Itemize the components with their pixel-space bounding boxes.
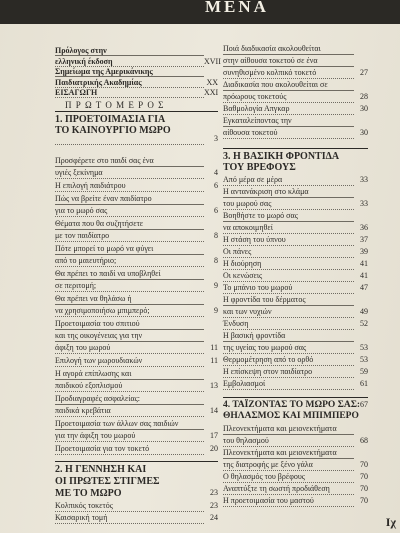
toc-entry-text: να χρησιμοποιήσω μπιμπερό; <box>55 306 150 315</box>
toc-entry-text: παιδικά κρεβάτια <box>55 406 111 415</box>
toc-page-number: 67 <box>360 400 368 409</box>
toc-entry-text: Θέματα που θα συζητήσετε <box>55 219 144 228</box>
entry-underline <box>55 329 204 330</box>
toc-page-number: 6 <box>214 181 218 190</box>
toc-page-number: 47 <box>360 283 368 292</box>
chapter-title: 1. ΠΡΟΕΤΟΙΜΑΣΙΑ ΓΙΑ <box>55 114 166 125</box>
toc-page-number: 39 <box>360 247 368 256</box>
dot-leader <box>55 511 204 512</box>
dot-leader <box>223 389 354 390</box>
toc-page-number: 9 <box>214 281 218 290</box>
dot-leader <box>55 391 204 392</box>
entry-underline <box>55 254 204 255</box>
toc-entry-text: της διατροφής με ξένο γάλα <box>223 460 313 469</box>
dot-leader <box>55 97 204 98</box>
toc-page-number: 9 <box>214 306 218 315</box>
entry-underline <box>55 429 204 430</box>
entry-underline <box>223 341 354 342</box>
dot-leader <box>223 257 354 258</box>
toc-entry-text: Βοηθήστε το μωρό σας <box>223 211 298 220</box>
toc-page-number: 24 <box>210 513 218 522</box>
entry-underline <box>55 55 204 56</box>
toc-entry-text: Η φροντίδα του δέρματος <box>223 295 306 304</box>
entry-underline <box>223 305 354 306</box>
dot-leader <box>223 377 354 378</box>
toc-page-number: 70 <box>360 460 368 469</box>
toc-entry-text: Παιδιατρικής Ακαδημίας <box>55 78 142 87</box>
toc-page-number: 14 <box>210 406 218 415</box>
dot-leader <box>55 241 204 242</box>
toc-page-number: 28 <box>360 92 368 101</box>
dot-leader <box>223 293 354 294</box>
toc-entry-text: Πλεονεκτήματα και μειονεκτήματα <box>223 424 337 433</box>
toc-page-number: XXI <box>204 88 219 97</box>
toc-page-number: 33 <box>360 199 368 208</box>
toc-entry-text: του θηλασμού <box>223 436 269 445</box>
dot-leader <box>223 185 354 186</box>
toc-entry-text: υγιές ξεκίνημα <box>55 168 103 177</box>
toc-page-number: 41 <box>360 259 368 268</box>
toc-page-number: 70 <box>360 472 368 481</box>
entry-underline <box>223 221 354 222</box>
toc-page-number: 53 <box>360 343 368 352</box>
chapter-rule <box>223 397 368 398</box>
dot-leader <box>223 138 354 139</box>
toc-page-number: 27 <box>360 68 368 77</box>
toc-entry-text: Κολπικός τοκετός <box>55 501 113 510</box>
toc-page-number: 70 <box>360 496 368 505</box>
dot-leader <box>223 233 354 234</box>
chapter-rule <box>223 148 368 149</box>
toc-entry-text: Πότε μπορεί το μωρό να φύγει <box>55 244 154 253</box>
toc-page-number: 13 <box>210 381 218 390</box>
toc-entry-text: Βαθμολογία Απγκαρ <box>223 104 290 113</box>
entry-underline <box>55 279 204 280</box>
entry-underline <box>223 66 354 67</box>
toc-entry-text: Θα πρέπει να θηλάσω ή <box>55 294 132 303</box>
toc-page-number: 17 <box>210 431 218 440</box>
entry-underline <box>55 304 204 305</box>
toc-entry-text: συνηθισμένο κολπικό τοκετό <box>223 68 317 77</box>
dot-leader <box>55 178 204 179</box>
toc-page-number: XX <box>206 78 218 87</box>
dot-leader <box>55 266 204 267</box>
toc-entry-text: Διαδικασία που ακολουθείται σε <box>223 80 328 89</box>
toc-entry-text: Προσφέρετε στο παιδί σας ένα <box>55 156 154 165</box>
dot-leader <box>55 291 204 292</box>
toc-page-number: XVII <box>204 57 221 66</box>
dot-leader <box>55 144 204 145</box>
header-band <box>0 0 400 24</box>
dot-leader <box>223 482 354 483</box>
toc-entry-text: Επιλογή των μωρουδιακών <box>55 356 143 365</box>
dot-leader <box>223 353 354 354</box>
toc-entry-text: Η στάση του ύπνου <box>223 235 286 244</box>
toc-entry-text: Η βασική φροντίδα <box>223 331 286 340</box>
toc-entry-text: Καισαρική τομή <box>55 513 108 522</box>
toc-page-number: 53 <box>360 355 368 364</box>
dot-leader <box>223 269 354 270</box>
entry-underline <box>223 54 354 55</box>
toc-entry-text: του μωρού σας <box>223 199 272 208</box>
entry-underline <box>55 229 204 230</box>
toc-entry-text: ελληνική έκδοση <box>55 57 113 66</box>
dot-leader <box>55 454 204 455</box>
entry-underline <box>223 126 354 127</box>
toc-entry-text: Η προετοιμασία του μαστού <box>223 496 314 505</box>
toc-entry-text: Ο θηλασμός του βρέφους <box>223 472 305 481</box>
entry-underline <box>55 204 204 205</box>
toc-entry-text: Εγκαταλείποντας την <box>223 116 292 125</box>
entry-underline <box>55 404 204 405</box>
chapter-title: ΘΗΛΑΣΜΟΣ ΚΑΙ ΜΠΙΜΠΕΡΟ <box>223 411 359 421</box>
toc-entry-text: Θερμομέτρηση από το ορθό <box>223 355 314 364</box>
toc-entry-text: Από μέρα σε μέρα <box>223 175 283 184</box>
dot-leader <box>223 470 354 471</box>
toc-page-number: 49 <box>360 307 368 316</box>
toc-entry-text: Πώς να βρείτε έναν παιδίατρο <box>55 194 152 203</box>
toc-page-number: 36 <box>360 223 368 232</box>
entry-underline <box>223 434 354 435</box>
entry-underline <box>55 341 204 342</box>
dot-leader <box>223 365 354 366</box>
dot-leader <box>223 494 354 495</box>
toc-entry-text: με τον παιδίατρο <box>55 231 110 240</box>
toc-entry-text: Η αντανάκριση στο κλάμα <box>223 187 309 196</box>
entry-underline <box>55 379 204 380</box>
dot-leader <box>223 446 354 447</box>
toc-page-number: 30 <box>360 128 368 137</box>
toc-entry-text: Η επίσκεψη στον παιδίατρο <box>223 367 313 376</box>
dot-leader <box>55 416 204 417</box>
toc-entry-text: στην αίθουσα τοκετού σε ένα <box>223 56 318 65</box>
toc-entry-text: Θα πρέπει το παιδί να υποβληθεί <box>55 269 161 278</box>
chapter-rule <box>55 461 218 462</box>
toc-page-number: 41 <box>360 271 368 280</box>
dot-leader <box>55 353 204 354</box>
toc-entry-text: Πρόλογος στην <box>55 46 107 55</box>
entry-underline <box>223 458 354 459</box>
toc-entry-text: Η επιλογή παιδιάτρου <box>55 181 126 190</box>
toc-entry-text: Προετοιμασία για τον τοκετό <box>55 444 150 453</box>
toc-entry-text: παιδικού εξοπλισμού <box>55 381 123 390</box>
toc-page-number: 8 <box>214 256 218 265</box>
toc-page-number: 23 <box>210 488 218 497</box>
toc-page-number: 30 <box>360 104 368 113</box>
dot-leader <box>223 245 354 246</box>
toc-page-number: 33 <box>360 175 368 184</box>
dot-leader <box>223 506 354 507</box>
toc-page-number: 3 <box>214 134 218 143</box>
toc-entry-text: Αναπτύξτε τη σωστή προδιάθεση <box>223 484 330 493</box>
toc-entry-text: Προετοιμασία των άλλων σας παιδιών <box>55 419 179 428</box>
page-header: ΜΕΝΑ <box>205 0 269 16</box>
dot-leader <box>55 191 204 192</box>
toc-entry-text: Σημείωμα της Αμερικάνικης <box>55 67 153 76</box>
dot-leader <box>223 209 354 210</box>
part-heading: Π Ρ Ω Τ Ο Μ Ε Ρ Ο Σ <box>65 100 165 110</box>
toc-page-number: 20 <box>210 444 218 453</box>
dot-leader <box>223 78 354 79</box>
toc-entry-text: Η διούρηση <box>223 259 262 268</box>
entry-underline <box>55 166 204 167</box>
toc-page-number: 68 <box>360 436 368 445</box>
dot-leader <box>223 281 354 282</box>
toc-entry-text: άφιξη του μωρού <box>55 343 111 352</box>
toc-entry-text: της υγείας του μωρού σας <box>223 343 307 352</box>
toc-page-number: 8 <box>214 231 218 240</box>
toc-entry-text: αίθουσα τοκετού <box>223 128 278 137</box>
toc-page-number: 6 <box>214 206 218 215</box>
chapter-title: 2. Η ΓΕΝΝΗΣΗ ΚΑΙ <box>55 464 147 475</box>
chapter-title: ΜΕ ΤΟ ΜΩΡΟ <box>55 488 122 499</box>
toc-entry-text: Το μπάνιο του μωρού <box>223 283 293 292</box>
page-corner-mark: Ιχ <box>385 515 396 529</box>
chapter-title: ΤΟ ΚΑΙΝΟΥΡΓΙΟ ΜΩΡΟ <box>55 125 171 136</box>
chapter-title: 3. Η ΒΑΣΙΚΗ ΦΡΟΝΤΙΔΑ <box>223 151 340 162</box>
toc-entry-text: από το μαιευτήριο; <box>55 256 117 265</box>
toc-page-number: 37 <box>360 235 368 244</box>
chapter-title: ΤΟΥ ΒΡΕΦΟΥΣ <box>223 162 296 173</box>
entry-underline <box>223 90 354 91</box>
toc-entry-text: ΕΙΣΑΓΩΓΗ <box>55 88 98 97</box>
toc-entry-text: Ένδυση <box>223 319 249 328</box>
toc-page-number: 11 <box>210 343 218 352</box>
entry-underline <box>55 76 204 77</box>
toc-entry-text: και των νυχιών <box>223 307 272 316</box>
dot-leader <box>55 441 204 442</box>
toc-page-number: 61 <box>360 379 368 388</box>
dot-leader <box>55 366 204 367</box>
toc-page-number: 11 <box>210 356 218 365</box>
toc-entry-text: Πλεονεκτήματα και μειονεκτήματα <box>223 448 337 457</box>
dot-leader <box>223 317 354 318</box>
chapter-title: ΟΙ ΠΡΩΤΕΣ ΣΤΙΓΜΕΣ <box>55 476 160 487</box>
chapter-rule <box>55 111 218 112</box>
toc-page-number: 59 <box>360 367 368 376</box>
toc-page-number: 4 <box>214 168 218 177</box>
dot-leader <box>55 523 204 524</box>
toc-entry-text: Η αγορά επίπλωσης και <box>55 369 132 378</box>
toc-entry-text: Εμβολιασμοί <box>223 379 266 388</box>
toc-entry-text: Οι πάνες <box>223 247 252 256</box>
toc-entry-text: και της οικογένειας για την <box>55 331 143 340</box>
toc-entry-text: για το μωρό σας <box>55 206 108 215</box>
dot-leader <box>223 329 354 330</box>
dot-leader <box>223 102 354 103</box>
chapter-title: 4. ΤΑΪΖΟΝΤΑΣ ΤΟ ΜΩΡΟ ΣΑΣ: <box>223 400 361 410</box>
dot-leader <box>223 114 354 115</box>
toc-page-number: 52 <box>360 319 368 328</box>
toc-entry-text: πρόωρους τοκετούς <box>223 92 287 101</box>
dot-leader <box>55 316 204 317</box>
toc-page-number: 23 <box>210 501 218 510</box>
entry-underline <box>223 197 354 198</box>
toc-entry-text: Ποιά διαδικασία ακολουθείται <box>223 44 321 53</box>
toc-entry-text: σε περιτομή; <box>55 281 97 290</box>
dot-leader <box>55 216 204 217</box>
toc-entry-text: Προετοιμασία του σπιτιού <box>55 319 140 328</box>
toc-entry-text: Προδιαγραφές ασφαλείας: <box>55 394 141 403</box>
toc-entry-text: να αποκοιμηθεί <box>223 223 273 232</box>
toc-entry-text: Οι κενώσεις <box>223 271 263 280</box>
toc-entry-text: για την άφιξη του μωρού <box>55 431 136 440</box>
toc-page-number: 70 <box>360 484 368 493</box>
